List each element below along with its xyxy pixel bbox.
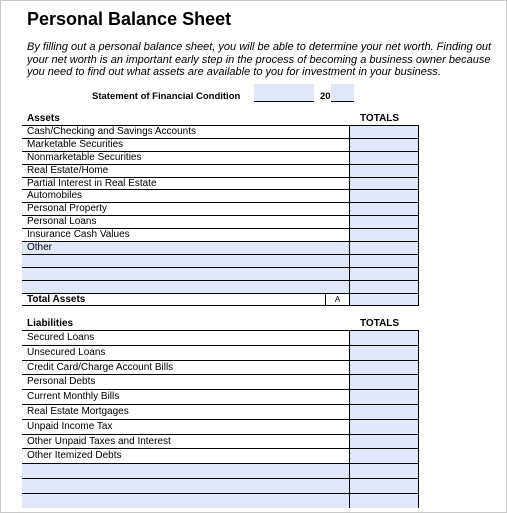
liability-blank-row bbox=[22, 478, 419, 493]
asset-row bbox=[22, 228, 419, 241]
assets-table bbox=[22, 125, 419, 306]
page-title: Personal Balance Sheet bbox=[27, 9, 232, 29]
asset-label: Cash/Checking and Savings Accounts bbox=[27, 126, 196, 137]
liability-blank-row bbox=[22, 493, 419, 508]
total-assets-row bbox=[22, 293, 419, 306]
liabilities-table bbox=[22, 330, 419, 508]
asset-label: Marketable Securities bbox=[27, 138, 124, 150]
statement-label: Statement of Financial Condition bbox=[92, 91, 241, 102]
asset-row bbox=[22, 215, 419, 228]
asset-row bbox=[22, 202, 419, 215]
liability-amount-field[interactable] bbox=[349, 361, 419, 375]
liability-amount-field[interactable] bbox=[349, 420, 419, 434]
asset-label: Personal Loans bbox=[27, 216, 97, 228]
liability-amount-field[interactable] bbox=[349, 494, 419, 508]
asset-amount-field[interactable] bbox=[349, 281, 419, 293]
asset-amount-field[interactable] bbox=[349, 268, 419, 280]
asset-label: Real Estate/Home bbox=[27, 164, 109, 176]
asset-amount-field[interactable] bbox=[349, 152, 419, 164]
liability-amount-field[interactable] bbox=[349, 405, 419, 419]
liability-blank-row bbox=[22, 463, 419, 478]
liability-label: Personal Debts bbox=[27, 376, 96, 388]
total-assets-marker: A bbox=[325, 294, 349, 306]
asset-row bbox=[22, 125, 419, 138]
asset-label: Other bbox=[27, 242, 53, 254]
total-assets-label: Total Assets bbox=[27, 293, 86, 305]
asset-row bbox=[22, 164, 419, 177]
liability-label: Credit Card/Charge Account Bills bbox=[27, 361, 174, 373]
asset-description-field[interactable] bbox=[22, 255, 349, 267]
year-prefix: 20 bbox=[320, 91, 331, 102]
liability-amount-field[interactable] bbox=[349, 390, 419, 404]
asset-blank-row bbox=[22, 254, 419, 267]
total-assets-field[interactable] bbox=[349, 294, 419, 306]
statement-year-field[interactable] bbox=[331, 84, 354, 102]
assets-heading: Assets bbox=[27, 113, 60, 124]
liability-label: Unpaid Income Tax bbox=[27, 420, 113, 432]
asset-amount-field[interactable] bbox=[349, 139, 419, 151]
asset-amount-field[interactable] bbox=[349, 229, 419, 241]
liability-label: Unsecured Loans bbox=[27, 346, 106, 358]
liability-row bbox=[22, 389, 419, 404]
statement-date-field[interactable] bbox=[254, 84, 314, 102]
liability-row bbox=[22, 434, 419, 449]
liability-description-field[interactable] bbox=[22, 479, 349, 493]
liabilities-heading: Liabilities bbox=[27, 318, 74, 329]
asset-blank-row bbox=[22, 280, 419, 293]
liability-label: Real Estate Mortgages bbox=[27, 405, 129, 417]
liability-description-field[interactable] bbox=[22, 494, 349, 508]
asset-row bbox=[22, 177, 419, 190]
asset-label: Insurance Cash Values bbox=[27, 229, 130, 241]
liability-row bbox=[22, 345, 419, 360]
table-bottom-rule bbox=[22, 305, 419, 306]
liability-label: Secured Loans bbox=[27, 332, 95, 343]
asset-amount-field[interactable] bbox=[349, 165, 419, 177]
liability-row bbox=[22, 360, 419, 375]
liability-label: Current Monthly Bills bbox=[27, 391, 120, 403]
liability-amount-field[interactable] bbox=[349, 331, 419, 345]
liability-row bbox=[22, 404, 419, 419]
liability-row bbox=[22, 374, 419, 389]
asset-row bbox=[22, 189, 419, 202]
liability-label: Other Itemized Debts bbox=[27, 450, 122, 462]
asset-amount-field[interactable] bbox=[349, 216, 419, 228]
liability-label: Other Unpaid Taxes and Interest bbox=[27, 435, 171, 447]
asset-amount-field[interactable] bbox=[349, 178, 419, 190]
liability-row bbox=[22, 419, 419, 434]
asset-label: Automobiles bbox=[27, 190, 83, 202]
liability-amount-field[interactable] bbox=[349, 479, 419, 493]
asset-amount-field[interactable] bbox=[349, 126, 419, 138]
asset-label: Personal Property bbox=[27, 203, 108, 215]
asset-amount-field[interactable] bbox=[349, 255, 419, 267]
asset-blank-row bbox=[22, 267, 419, 280]
liability-amount-field[interactable] bbox=[349, 375, 419, 389]
asset-row bbox=[22, 241, 419, 254]
liability-amount-field[interactable] bbox=[349, 464, 419, 478]
liability-row bbox=[22, 448, 419, 463]
asset-description-field[interactable] bbox=[22, 268, 349, 280]
asset-amount-field[interactable] bbox=[349, 242, 419, 254]
asset-amount-field[interactable] bbox=[349, 190, 419, 202]
liability-amount-field[interactable] bbox=[349, 346, 419, 360]
asset-row bbox=[22, 151, 419, 164]
intro-text: By filling out a personal balance sheet, you will be able to determine your net worth. Finding out your net worth is an important early step in the process of becoming a business owner because you need to find out what assets are available to you for investment in your business. bbox=[27, 41, 492, 79]
asset-label: Nonmarketable Securities bbox=[27, 151, 142, 163]
asset-row bbox=[22, 138, 419, 151]
liability-amount-field[interactable] bbox=[349, 435, 419, 449]
asset-amount-field[interactable] bbox=[349, 203, 419, 215]
liability-amount-field[interactable] bbox=[349, 449, 419, 463]
asset-other-field[interactable] bbox=[22, 242, 349, 254]
asset-description-field[interactable] bbox=[22, 281, 349, 293]
assets-totals-heading: TOTALS bbox=[360, 113, 400, 124]
liability-description-field[interactable] bbox=[22, 464, 349, 478]
liability-row bbox=[22, 330, 419, 345]
asset-label: Partial Interest in Real Estate bbox=[27, 177, 157, 189]
liabilities-totals-heading: TOTALS bbox=[360, 318, 400, 329]
